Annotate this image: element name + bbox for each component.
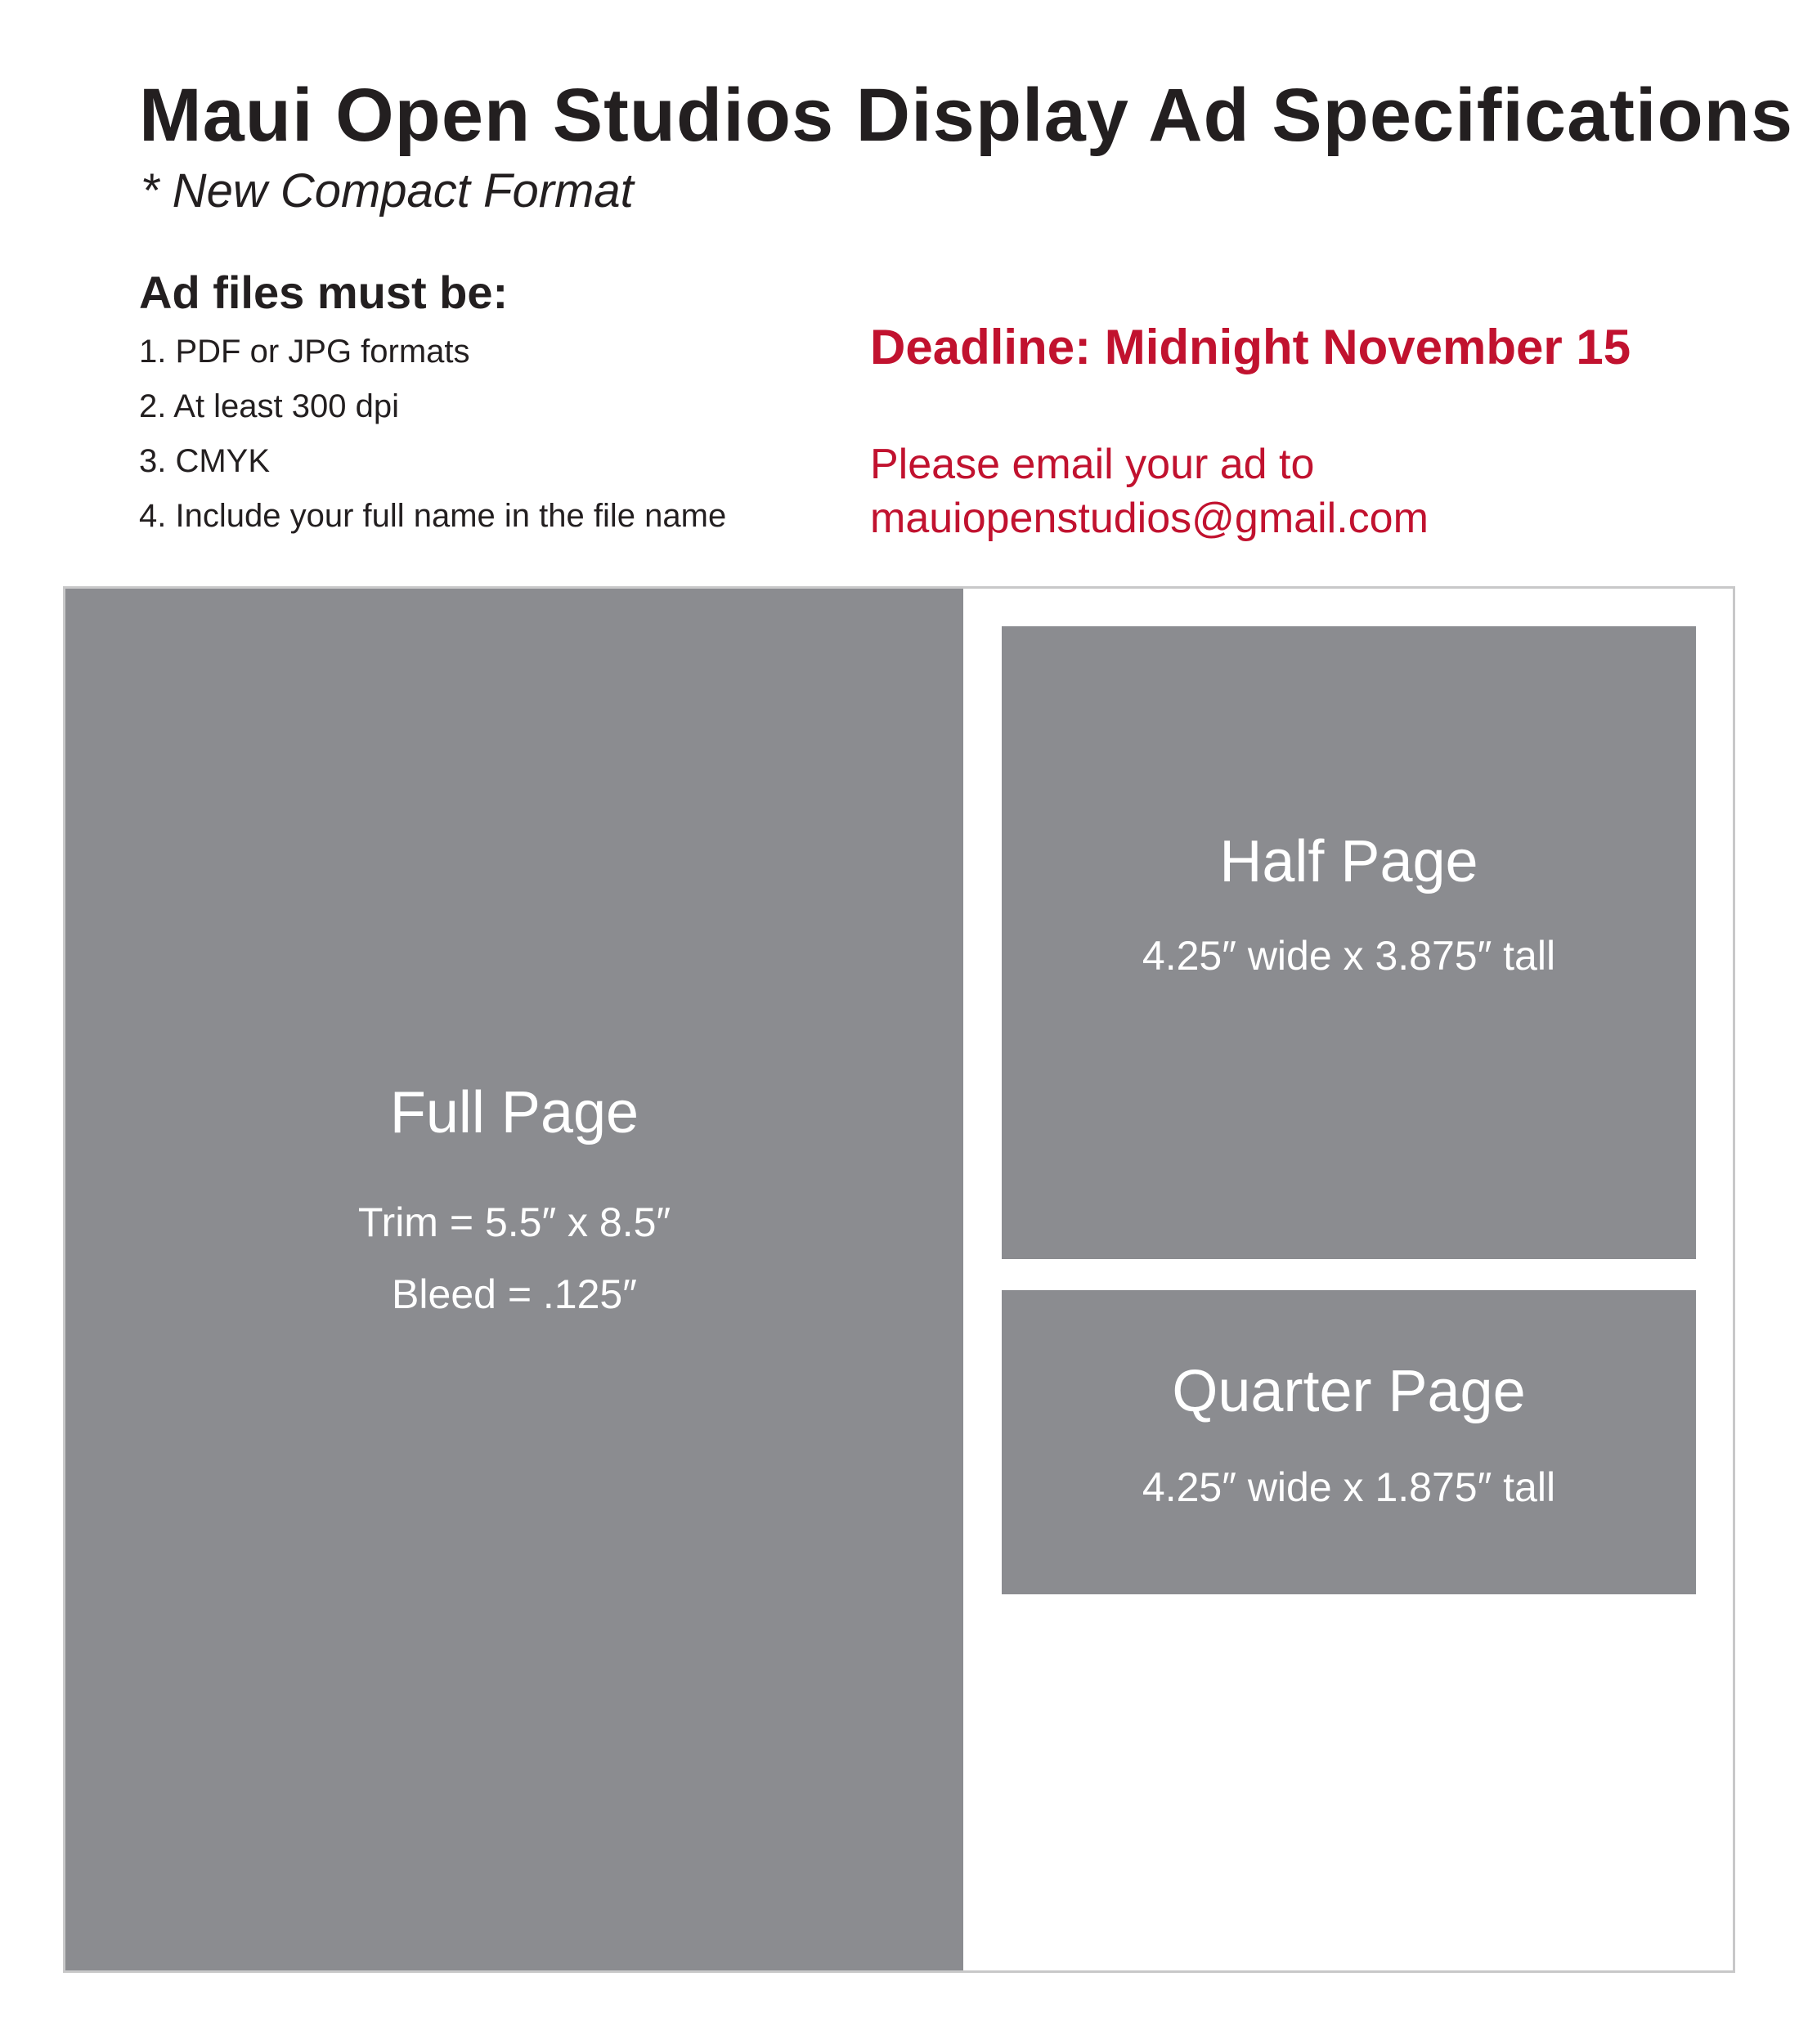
full-page-label: Full Page <box>389 1080 639 1145</box>
half-page-label: Half Page <box>1219 829 1478 894</box>
requirements-heading: Ad files must be: <box>139 267 509 318</box>
email-instructions <box>870 437 1429 545</box>
requirements-list <box>139 335 726 554</box>
quarter-page-panel <box>1002 1290 1696 1594</box>
page-title: Maui Open Studios Display Ad Specifications <box>139 74 1794 157</box>
requirement-item: 2. At least 300 dpi <box>139 388 400 424</box>
full-page-panel <box>65 589 963 1970</box>
email-address: mauiopenstudios@gmail.com <box>870 495 1429 542</box>
email-instruction-text: Please email your ad to <box>870 441 1315 488</box>
requirement-item: 3. CMYK <box>139 443 271 479</box>
quarter-page-label: Quarter Page <box>1172 1359 1526 1424</box>
full-page-bleed: Bleed = .125″ <box>392 1271 637 1317</box>
requirement-item: 4. Include your full name in the file name <box>139 498 727 534</box>
deadline-notice: Deadline: Midnight November 15 <box>870 320 1631 374</box>
quarter-page-dimensions: 4.25″ wide x 1.875″ tall <box>1142 1464 1556 1510</box>
half-page-dimensions: 4.25″ wide x 3.875″ tall <box>1142 933 1556 979</box>
full-page-trim: Trim = 5.5″ x 8.5″ <box>357 1199 671 1245</box>
half-page-panel <box>1002 626 1696 1259</box>
requirement-item: 1. PDF or JPG formats <box>139 334 470 370</box>
page-subtitle: * New Compact Format <box>141 164 634 217</box>
